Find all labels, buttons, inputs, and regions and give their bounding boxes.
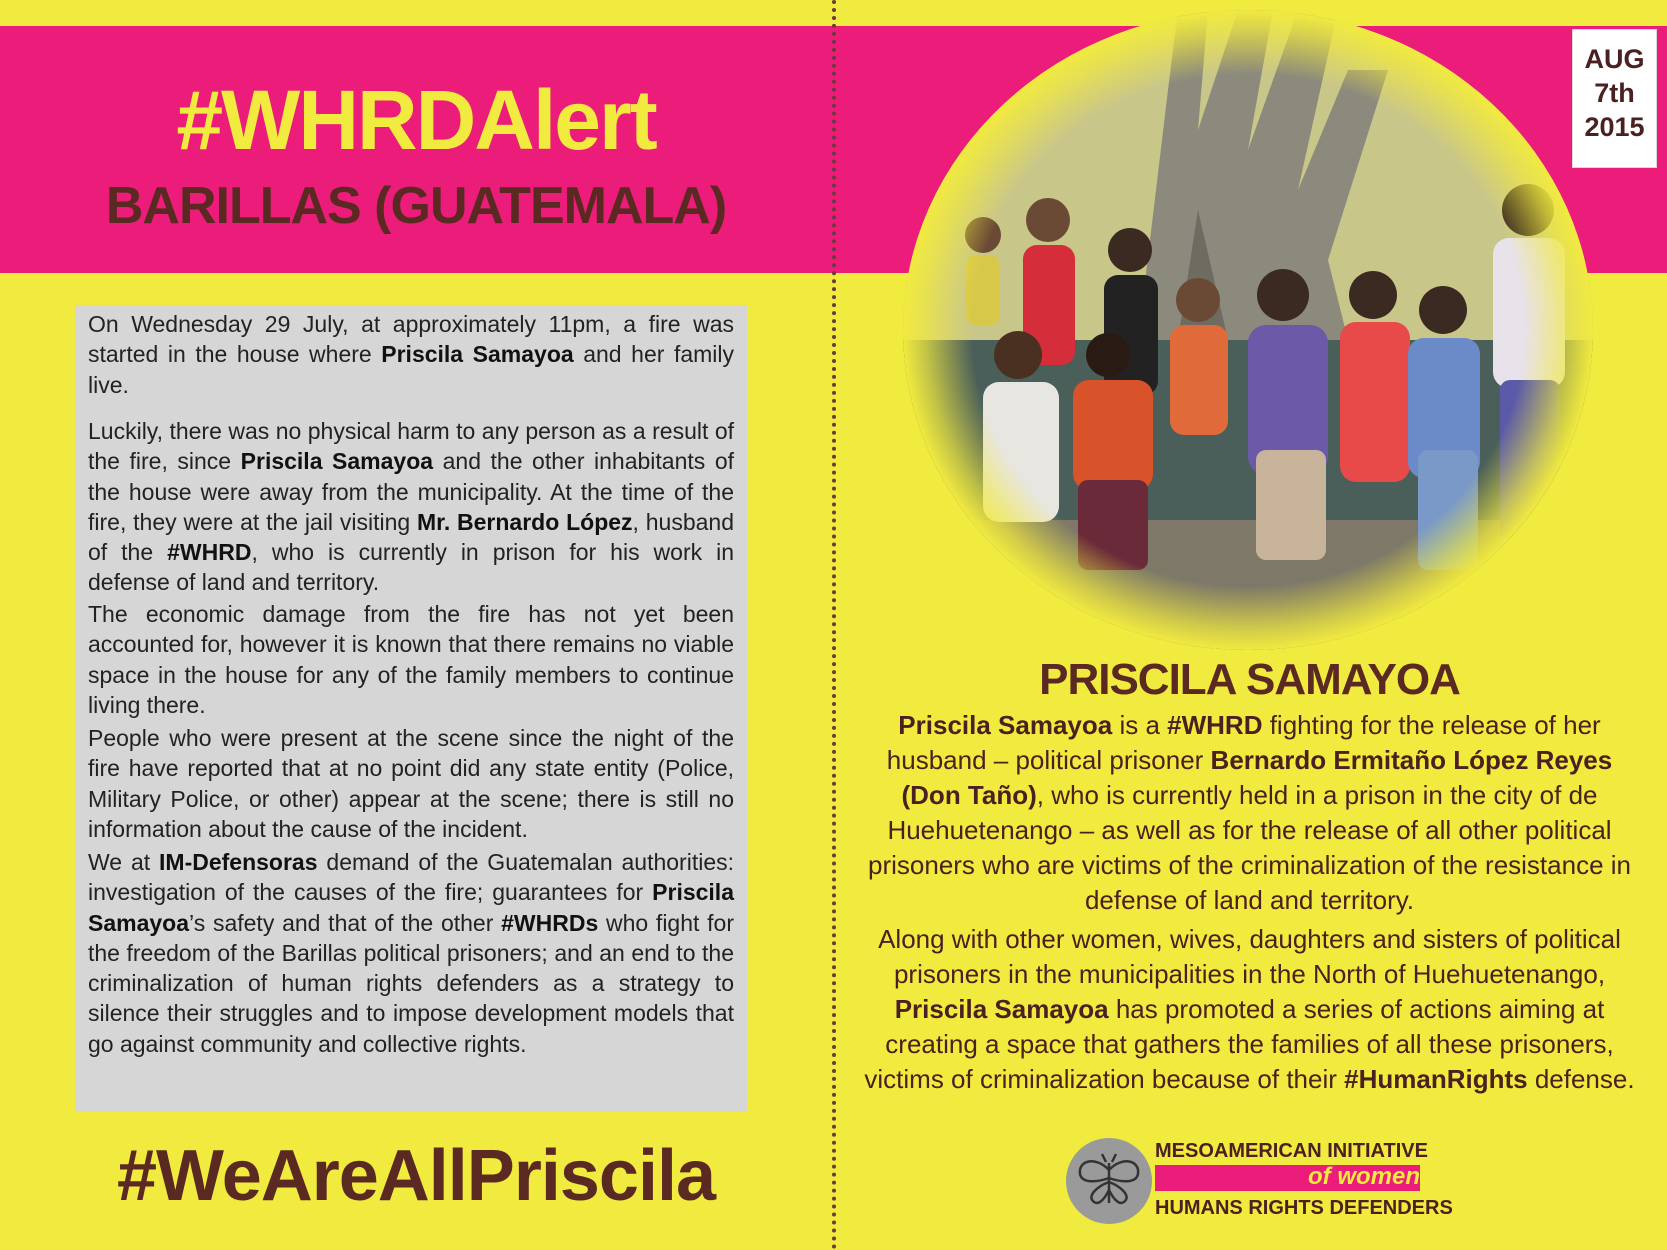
group-photo (878, 10, 1618, 650)
date-day: 7th (1594, 78, 1635, 108)
date-month: AUG (1584, 44, 1645, 74)
alert-hashtag-title: #WHRDAlert (176, 73, 656, 167)
article-paragraph-3: The economic damage from the fire has not yet been accounted for, however it is known that there remains no viable space in the house for any of the family members to continue living there. (88, 601, 734, 718)
logo-line-2: of women (1308, 1163, 1420, 1190)
im-defensoras-logo (1063, 1135, 1453, 1230)
article-box (75, 305, 747, 1112)
butterfly-icon (1066, 1138, 1152, 1224)
logo-line-1: MESOAMERICAN INITIATIVE (1155, 1140, 1428, 1162)
profile-name: PRISCILA SAMAYOA (1039, 655, 1460, 704)
article-paragraph-4: People who were present at the scene since the night of the fire have reported that at no point did any state entity (Police, Military Police, or other) appear at the scene; there is still no information about the cause of the incident. (88, 725, 734, 842)
article-paragraph-1: On Wednesday 29 July, at approximately 11pm, a fire was started in the house where Priscila Samayoa and her family live. (88, 311, 735, 398)
article-paragraph-2: Luckily, there was no physical harm to any person as a result of the fire, since Priscila Samayoa and the other inhabitants of the house were away from the municipality. At the time of the fire, they were at the jail visiting Mr. Bernardo López, husband of the #WHRD, who is currently in prison for his work in defense of land and territory. (88, 418, 735, 596)
date-year: 2015 (1584, 112, 1645, 142)
date-badge (1572, 29, 1657, 168)
campaign-hashtag: #WeAreAllPriscila (117, 1136, 715, 1216)
location-title: BARILLAS (GUATEMALA) (105, 177, 727, 235)
dotted-divider (832, 0, 836, 1250)
profile-bio-2: Along with other women, wives, daughters and sisters of political prisoners in the municipalities in the North of Huehuetenango, Priscila Samayoa has promoted a series of actions aiming at creating a space that gathers the families of all these prisoners, victims of criminalization because of their #HumanRights defense. (864, 924, 1635, 1094)
article-paragraph-5: We at IM-Defensoras demand of the Guatemalan authorities: investigation of the causes of the fire; guarantees for Priscila Samayoa’s safety and that of the other #WHRDs who fight for the freedom of the Barillas political prisoners; and an end to the criminalization of human rights defenders as a strategy to silence their struggles and to impose development models that go against community and collective rights. (88, 849, 734, 1057)
logo-line-3: HUMANS RIGHTS DEFENDERS (1155, 1197, 1453, 1219)
profile-bio-1: Priscila Samayoa is a #WHRD fighting for the release of her husband – political prisoner Bernardo Ermitaño López Reyes (Don Taño), who is currently held in a prison in the city of de Huehuetenango – as well as for the release of all other political prisoners who are victims of the criminalization of the resistance in defense of land and territory. (868, 710, 1631, 915)
